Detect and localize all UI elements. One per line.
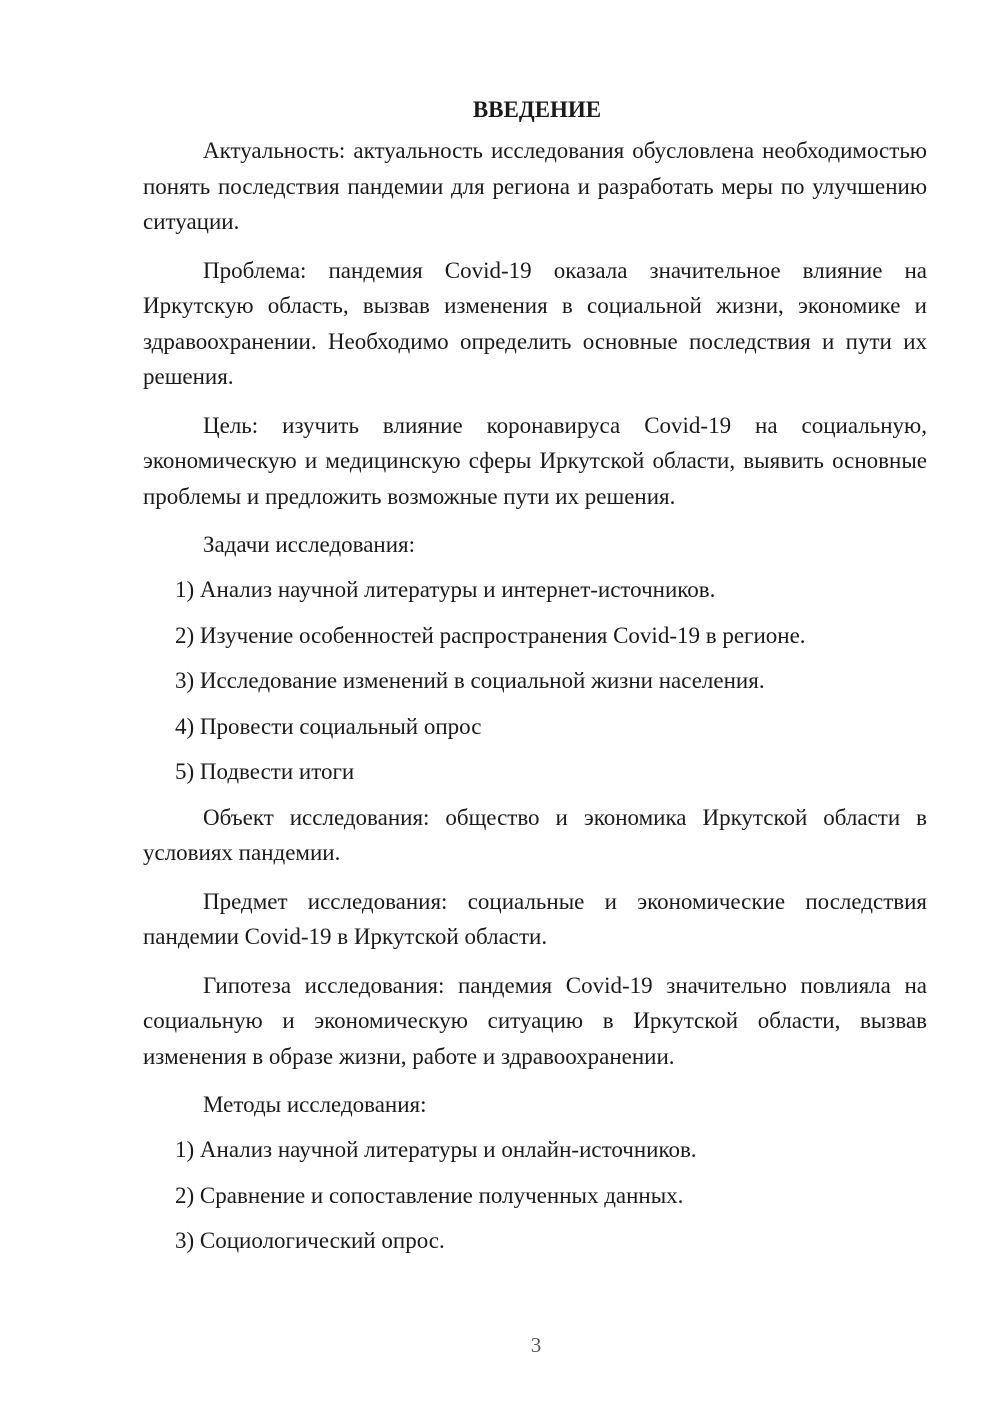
tasks-title: Задачи исследования: xyxy=(203,532,416,557)
object-paragraph: Объект исследования: общество и экономика Иркутской области в условиях пандемии. xyxy=(143,804,927,865)
subject-paragraph: Предмет исследования: социальные и экономические последствия пандемии Covid-19 в Иркутской области. xyxy=(143,888,927,949)
page-content xyxy=(143,93,927,1269)
method-item: 2) Сравнение и сопоставление полученных данных. xyxy=(175,1182,684,1208)
task-item: 2) Изучение особенностей распространения Covid-19 в регионе. xyxy=(175,622,806,648)
relevance-paragraph: Актуальность: актуальность исследования обусловлена необходимостью понять последствия пандемии для региона и разработать меры по улучшению ситуации. xyxy=(143,138,927,234)
section-heading: ВВЕДЕНИЕ xyxy=(472,97,602,122)
task-item: 1) Анализ научной литературы и интернет-источников. xyxy=(175,577,716,602)
hypothesis-paragraph: Гипотеза исследования: пандемия Covid-19 значительно повлияла на социальную и экономическую ситуацию в Иркутской области, вызвав изменения в образе жизни, работе и здравоохранении. xyxy=(143,972,927,1069)
task-item: 4) Провести социальный опрос xyxy=(175,713,482,739)
tasks-list xyxy=(143,572,927,790)
methods-title: Методы исследования: xyxy=(203,1092,427,1117)
method-item: 1) Анализ научной литературы и онлайн-источников. xyxy=(175,1137,697,1162)
problem-paragraph: Проблема: пандемия Covid-19 оказала значительное влияние на Иркутскую область, вызвав изменения в социальной жизни, экономике и здравоохранении. Необходимо определить основные последствия и пути их решения. xyxy=(143,257,927,389)
task-item: 3) Исследование изменений в социальной жизни населения. xyxy=(175,668,765,693)
method-item: 3) Социологический опрос. xyxy=(175,1228,445,1253)
task-item: 5) Подвести итоги xyxy=(175,759,355,784)
methods-list xyxy=(143,1132,927,1259)
goal-paragraph: Цель: изучить влияние коронавируса Covid-19 на социальную, экономическую и медицинскую сферы Иркутской области, выявить основные проблемы и предложить возможные пути их решения. xyxy=(143,412,927,509)
page-number: 3 xyxy=(530,1333,542,1357)
